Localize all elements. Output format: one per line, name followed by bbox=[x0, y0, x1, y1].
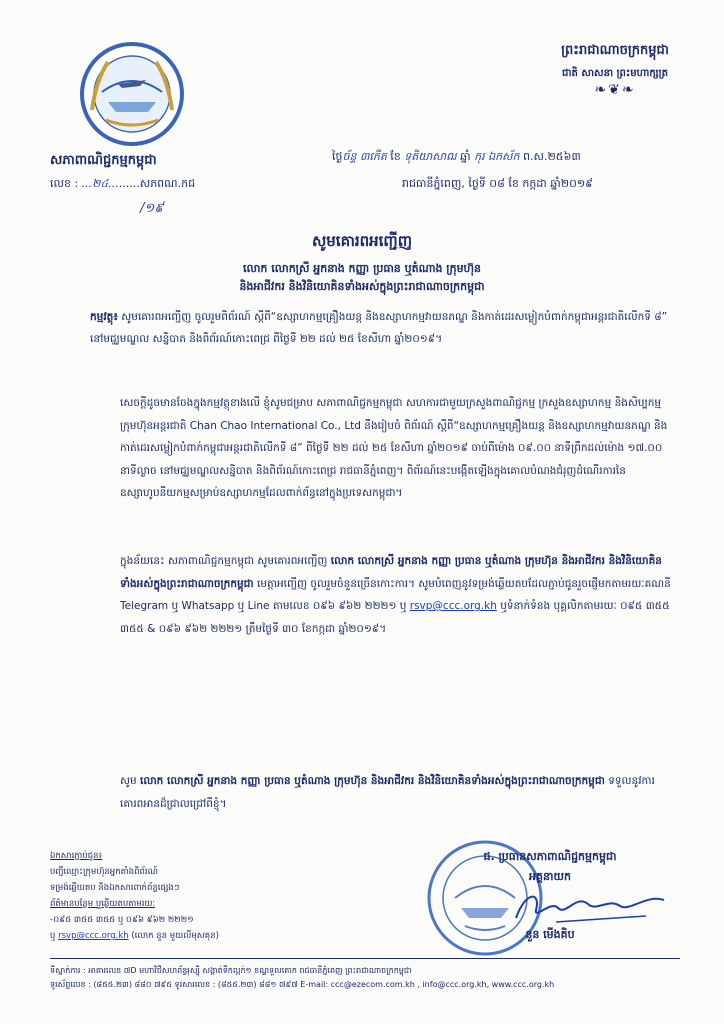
cc-line-6 bbox=[50, 928, 219, 944]
p3-intro: សូម bbox=[120, 775, 141, 787]
signatory-role: អគ្គនាយក bbox=[529, 870, 571, 883]
cc-l6-suffix: (លោក នួន មួយលីមុសគុន) bbox=[128, 931, 219, 941]
ref-handwritten-extra: /១៩ bbox=[140, 201, 164, 216]
subject-label: កម្មវត្ថុ៖ bbox=[90, 311, 118, 323]
cc-l6-prefix: ឬ bbox=[50, 931, 59, 941]
subject bbox=[90, 306, 670, 350]
cc-email-link[interactable]: rsvp@ccc.org.kh bbox=[58, 931, 129, 941]
lunar-day-hand: ច័ន្ទ ៣កើត bbox=[342, 150, 387, 163]
lunar-mid: ខែ bbox=[386, 150, 405, 163]
signatory-name: នួន មើងគិប bbox=[525, 928, 575, 941]
body-paragraph-1: សេចក្តីដូចមានចែងក្នុងកម្មវត្ថុខាងលើ ខ្ញុំសូមជម្រាប សភាពាណិជ្ជកម្មកម្ពុជា សហការជាមួយក្រសួងពាណិជ្ជកម្ម ក្រសួងឧស្សាហកម្ម និងសិប្បកម្ម ក្រុមហ៊ុនអន្តរជាតិ Chan Chao International Co., Ltd នឹងរៀបចំ ពិព័រណ៍ ស្តីពី“ឧស្សាហកម្មគ្រឿងយន្ត និងឧស្សាហកម្មវាយនភណ្ឌ និងកាត់ដេរសម្លៀកបំពាក់កម្ពុជាអន្តរជាតិលើកទី ៨” ពីថ្ងៃទី ២២ ដល់ ២៥ ខែសីហា ឆ្នាំ២០១៩ ចាប់ពីម៉ោង ០៩.០០ នាទីព្រឹកដល់ម៉ោង ១៧.០០ នាទីល្ងាច នៅមជ្ឈមណ្ឌលសន្និបាត និងពិព័រណ៍កោះពេជ្រ រាជធានីភ្នំពេញ។ ពិព័រណ៍នេះបង្កើតឡើងក្នុងគោលបំណងជំរុញដំណើរការនៃឧស្សាហូបនីយកម្មសម្រាប់ឧស្សាហកម្មដែលពាក់ព័ន្ធនៅក្នុងប្រទេសកម្ពុជា។ bbox=[120, 397, 668, 499]
lunar-year-hand: កុរ ឯកស័ក bbox=[474, 150, 520, 163]
lunar-month-hand: ទុតិយាសាឍ bbox=[404, 150, 457, 163]
cc-line-3: ទម្រង់ឆ្លើយតប និងឯកសារពាក់ព័ន្ធផ្សេងៗ bbox=[50, 883, 180, 893]
invitation-title: សូមគោរពអញ្ជើញ bbox=[312, 232, 412, 250]
handwritten-signature bbox=[496, 880, 696, 930]
ornament: ❧❦❧ bbox=[594, 82, 636, 98]
body-paragraph-3 bbox=[120, 770, 672, 815]
lunar-prefix: ថ្ងៃ bbox=[332, 150, 343, 163]
p3-rest: ទទួលនូវការគោរពអានដ៏ជ្រាលជ្រៅពីខ្ញុំ។ bbox=[120, 775, 655, 810]
body-paragraph-2 bbox=[120, 550, 672, 640]
cc-line-1: ឯកសារភ្ជាប់ជូន៖ bbox=[50, 851, 103, 861]
solar-date: រាជធានីភ្នំពេញ, ថ្ងៃទី ០៨ ខែ កក្កដា ឆ្នាំ២០១៩ bbox=[402, 177, 593, 190]
organization-name: សភាពាណិជ្ជកម្មកម្ពុជា bbox=[50, 153, 157, 168]
addressee-line-1: លោក លោកស្រី អ្នកនាង កញ្ញា ប្រធាន ឬតំណាង ក្រុមហ៊ុន bbox=[242, 262, 482, 275]
footer-contacts: ទូរស័ព្ទលេខ : (៨៥៥.២៣) ៨៨០ ៧៩៥ ទូរសារលេខ : (៨៥៥.២៣) ៨៨១ ៧៩៧ E-mail: ccc@ezecom.com.kh , info@ccc.org.kh, www.ccc.org.kh bbox=[50, 980, 555, 989]
ref-number: ...២៤... bbox=[81, 177, 119, 190]
cc-line-5: -០៩៥ ៣៥៥ ៣៥៥ ឬ ០៩៦ ៩៦២ ២២២១ bbox=[50, 915, 194, 925]
footer-divider bbox=[50, 958, 680, 959]
lunar-date bbox=[332, 150, 581, 166]
cc-line-2: បញ្ជីឈ្មោះក្រុមហ៊ុនអ្នកតាំងពិព័រណ៍ bbox=[50, 867, 158, 877]
subject-text: សូមគោរពអញ្ជើញ ចូលរួមពិព័រណ៍ ស្តីពី“ឧស្សាហកម្មគ្រឿងយន្ត និងឧស្សាហកម្មវាយនភណ្ឌ និងកាត់ដេរសម្លៀកបំពាក់កម្ពុជាអន្តរជាតិលើកទី ៨” នៅមជ្ឈមណ្ឌល សន្និបាត និងពិព័រណ៍កោះពេជ្រ ពីថ្ងៃទី ២២ ដល់ ២៥ ខែសីហា ឆ្នាំ២០១៩។ bbox=[90, 311, 668, 345]
ref-prefix: លេខ : bbox=[50, 177, 82, 190]
p2-bold: លោក លោកស្រី អ្នកនាង កញ្ញា ប្រធាន ឬតំណាង ក្រុមហ៊ុន និងអាជីវករ និងវិនិយោគិនទាំងអស់ក្នុងព្រះរាជាណាចក្រកម្ពុជា bbox=[120, 555, 662, 590]
chamber-logo bbox=[78, 40, 186, 148]
p2-rest: មេត្តាអញ្ជើញ ចូលរួមចំនួនច្រើនកោះការ។ សូមបំពេញនូវទម្រង់ឆ្លើយតបដែលភ្ជាប់ជូនរួចផ្ញើមកតាមរយៈគណនី Telegram ឬ Whatsapp ឬ Line តាមលេខ ០៩៦ ៩៦២ ២២២១ ឬ bbox=[120, 577, 671, 612]
kingdom-heading: ព្រះរាជាណាចក្រកម្ពុជា bbox=[561, 43, 669, 58]
addressee-line-2: និងអាជីវករ និងវិនិយោគិនទាំងអស់ក្នុងព្រះរាជាណាចក្រកម្ពុជា bbox=[239, 280, 485, 293]
p2-intro: ក្នុងន័យនេះ សភាពាណិជ្ជកម្មកម្ពុជា សូមគោរពអញ្ជើញ bbox=[120, 555, 331, 567]
attachments-block bbox=[50, 848, 219, 944]
lunar-year-label: ឆ្នាំ bbox=[456, 150, 475, 163]
p2-tail: ឬទំនាក់ទំនង បុគ្គលិកតាមរយៈ ០៩៥ ៣៥៥ ៣៥៥ & ០៩៦ ៩៦២ ២២២១ ត្រឹមថ្ងៃទី ៣០ ខែកក្កដា ឆ្នាំ២០១៩។ bbox=[120, 600, 670, 635]
reference-line bbox=[50, 177, 195, 193]
lunar-be: ព.ស.២៥៦៣ bbox=[519, 150, 581, 163]
ref-suffix: ......សភពណ.កជ bbox=[118, 177, 196, 190]
signatory-title: ជ. ប្រធានសភាពាណិជ្ជកម្មកម្ពុជា bbox=[483, 850, 617, 863]
footer bbox=[50, 964, 690, 992]
footer-address: ទីស្នាក់ការ : អាគារលេខ ៧D មហាវិថីសហព័ន្ធរុស្ស៊ី សង្កាត់ទឹកល្អក់១ ខណ្ឌទួលគោក រាជធានីភ្នំពេញ ព្រះរាជាណាចក្រកម្ពុជា bbox=[50, 966, 412, 975]
cc-line-4: ព័ត៌មានបន្ថែម ឬឆ្លើយតបតាមរយៈ bbox=[50, 899, 156, 909]
national-motto: ជាតិ សាសនា ព្រះមហាក្សត្រ bbox=[562, 68, 668, 79]
p3-bold: លោក លោកស្រី អ្នកនាង កញ្ញា ប្រធាន ឬតំណាង ក្រុមហ៊ុន និងអាជីវករ និងវិនិយោគិនទាំងអស់ក្នុងព្រះរាជាណាចក្រកម្ពុជា bbox=[140, 775, 605, 787]
rsvp-email-link[interactable]: rsvp@ccc.org.kh bbox=[409, 600, 497, 612]
